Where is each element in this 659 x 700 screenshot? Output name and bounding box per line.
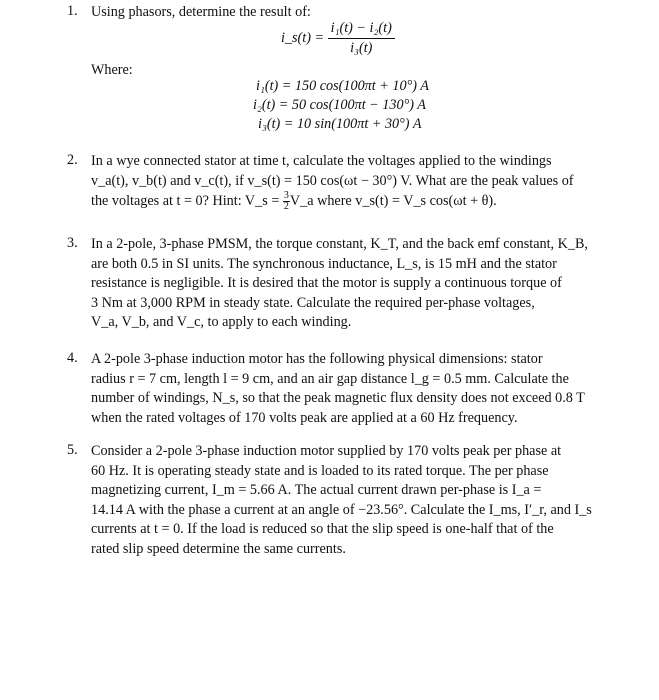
definition-i3: i₃(t) = 10 sin(100πt + 30°) A <box>258 116 422 132</box>
hint-text: V_a where v_s(t) = V_s cos(ωt + θ). <box>289 192 497 209</box>
hint-fraction-bottom: 2 <box>283 201 289 212</box>
text-line: are both 0.5 in SI units. The synchronous inductance, L_s, is 15 mH and the stator <box>91 255 557 272</box>
hint-fraction <box>283 191 290 212</box>
text-line: 60 Hz. It is operating steady state and is loaded to its rated torque. The per phase <box>91 462 549 479</box>
text-line: radius r = 7 cm, length l = 9 cm, and an air gap distance l_g = 0.5 mm. Calculate the <box>91 370 569 387</box>
text-line: V_a, V_b, and V_c, to apply to each winding. <box>91 314 352 330</box>
fraction-numerator: i₁(t) − i₂(t) <box>328 20 395 39</box>
hint-fraction-top: 3 <box>283 190 289 201</box>
question-number: 3. <box>67 235 78 251</box>
fraction-denominator: i₃(t) <box>350 40 373 56</box>
text-line: magnetizing current, I_m = 5.66 A. The actual current drawn per-phase is I_a = <box>91 482 542 498</box>
text-line: currents at t = 0. If the load is reduced so that the slip speed is one-half that of the <box>91 521 554 537</box>
text-line <box>91 191 621 212</box>
text-line: resistance is negligible. It is desired that the motor is supply a continuous torque of <box>91 275 562 291</box>
equation-lhs: i_s(t) = <box>281 30 325 46</box>
question-text <box>91 235 621 333</box>
text-line: v_a(t), v_b(t) and v_c(t), if v_s(t) = 150 cos(ωt − 30°) V. What are the peak values of <box>91 172 574 189</box>
question-text <box>91 152 621 212</box>
question-number: 5. <box>67 442 78 458</box>
question-text <box>91 350 621 428</box>
text-line: In a 2-pole, 3-phase PMSM, the torque constant, K_T, and the back emf constant, K_B, <box>91 236 588 252</box>
text-line: In a wye connected stator at time t, calculate the voltages applied to the windings <box>91 153 552 169</box>
text-line: when the rated voltages of 170 volts peak are applied at a 60 Hz frequency. <box>91 409 518 426</box>
question-text: Using phasors, determine the result of: <box>91 4 311 20</box>
question-number: 1. <box>67 3 78 19</box>
text-line: number of windings, N_s, so that the peak magnetic flux density does not exceed 0.8 T <box>91 390 585 406</box>
text-line: rated slip speed determine the same currents. <box>91 540 346 557</box>
question-number: 2. <box>67 152 78 168</box>
question-text <box>91 442 621 559</box>
definition-i1: i₁(t) = 150 cos(100πt + 10°) A <box>256 78 429 94</box>
where-label: Where: <box>91 62 133 78</box>
text-line: A 2-pole 3-phase induction motor has the following physical dimensions: stator <box>91 351 543 367</box>
question-number: 4. <box>67 350 78 366</box>
hint-text: the voltages at t = 0? Hint: V_s = <box>91 192 283 209</box>
equation-fraction <box>328 20 395 57</box>
text-line: 14.14 A with the phase a current at an angle of −23.56°. Calculate the I_ms, I′_r, and I_s <box>91 501 592 518</box>
text-line: Consider a 2-pole 3-phase induction motor supplied by 170 volts peak per phase at <box>91 443 562 459</box>
equation <box>281 20 395 57</box>
text-line: 3 Nm at 3,000 RPM in steady state. Calculate the required per-phase voltages, <box>91 294 535 311</box>
definition-i2: i₂(t) = 50 cos(100πt − 130°) A <box>253 97 426 113</box>
